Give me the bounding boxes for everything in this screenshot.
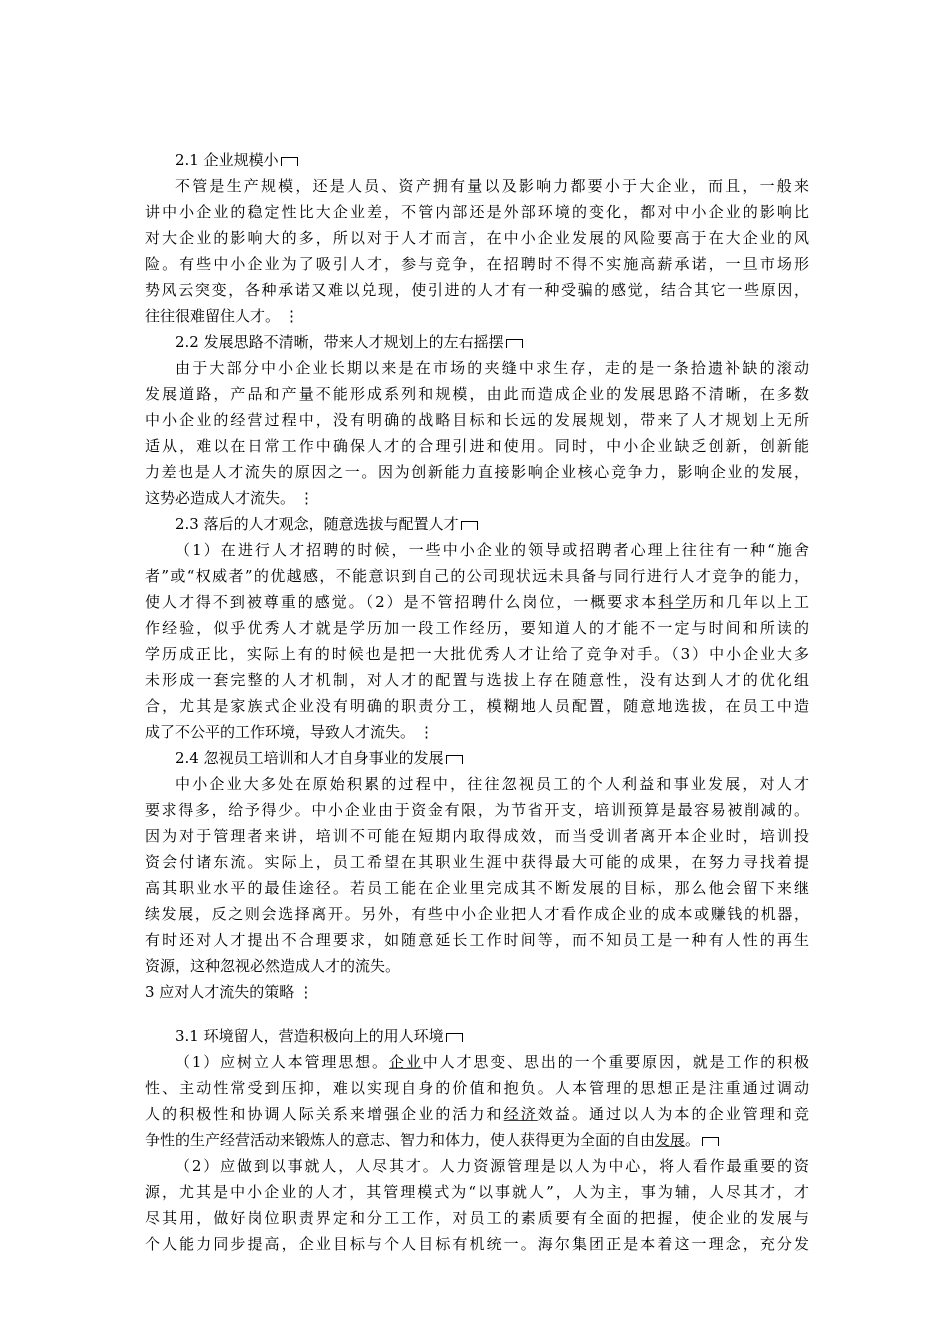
text-line: 资会付诸东流。实际上，员工希望在其职业生涯中获得最大可能的成果，在努力寻找着提 <box>145 853 809 871</box>
text-line: 险。有些中小企业为了吸引人才，参与竞争，在招聘时不得不实施高薪承诺，一旦市场形 <box>145 255 809 273</box>
vertical-ellipsis-icon: ⋮ <box>298 983 314 1001</box>
text-line: 有时还对人才提出不合理要求，如随意延长工作时间等，而不知员工是一种有人性的再生 <box>145 931 809 949</box>
section-heading-3: 3 应对人才流失的策略 ⋮ <box>145 979 809 1005</box>
hyperlink-keyword[interactable]: 企业 <box>388 1053 423 1071</box>
paragraph-mark-icon <box>461 521 478 530</box>
section-heading-3-1: 3.1 环境留人，营造积极向上的用人环境 <box>145 1023 809 1049</box>
text-line: 未形成一套完整的人才机制，对人才的配置与选拔上存在随意性，没有达到人才的优化组 <box>145 671 809 689</box>
text-line: 往往很难留住人才。 ⋮ <box>145 303 809 329</box>
text-line: 由于大部分中小企业长期以来是在市场的夹缝中求生存，走的是一条拾遗补缺的滚动 <box>175 359 809 377</box>
vertical-ellipsis-icon: ⋮ <box>419 723 435 741</box>
text-line: 对大企业的影响大的多，所以对于人才而言，在中小企业发展的风险要高于在大企业的风 <box>145 229 809 247</box>
text-line: 适从，难以在日常工作中确保人才的合理引进和使用。同时，中小企业缺乏创新，创新能 <box>145 437 809 455</box>
document-body <box>145 147 809 1257</box>
paragraph-mark-icon <box>281 157 298 166</box>
text-line: 中小企业的经营过程中，没有明确的战略目标和长远的发展规划，带来了人才规划上无所 <box>145 411 809 429</box>
text-line: 尽其用，做好岗位职责界定和分工工作，对员工的素质要有全面的把握，使企业的发展与 <box>145 1209 809 1227</box>
text-line: 这势必造成人才流失。 ⋮ <box>145 485 809 511</box>
blank-line <box>145 1005 809 1023</box>
hyperlink-keyword[interactable]: 发展 <box>655 1131 686 1149</box>
hyperlink-keyword[interactable]: 经济 <box>503 1105 538 1123</box>
text-line: 者”或“权威者”的优越感，不能意识到自己的公司现状远未具备与同行进行人才竞争的能力， <box>145 567 809 585</box>
text-line: 不管是生产规模，还是人员、资产拥有量以及影响力都要小于大企业，而且，一般来 <box>175 177 809 195</box>
text-line: 因为对于管理者来讲，培训不可能在短期内取得成效，而当受训者离开本企业时，培训投 <box>145 827 809 845</box>
vertical-ellipsis-icon: ⋮ <box>299 489 315 507</box>
text-line: （2）应做到以事就人，人尽其才。人力资源管理是以人为中心，将人看作最重要的资 <box>175 1157 809 1175</box>
text-line: 人的积极性和协调人际关系来增强企业的活力和经济效益。通过以人为本的企业管理和竞 <box>145 1105 809 1123</box>
text-line: 使人才得不到被尊重的感觉。（2）是不管招聘什么岗位，一概要求本科学历和几年以上工 <box>145 593 809 611</box>
text-line: 中小企业大多处在原始积累的过程中，往往忽视员工的个人利益和事业发展，对人才 <box>175 775 809 793</box>
vertical-ellipsis-icon: ⋮ <box>284 307 300 325</box>
text-line: 资源，这种忽视必然造成人才的流失。 <box>145 957 401 975</box>
text-line: 合，尤其是家族式企业没有明确的职责分工，模糊地人员配置，随意地选拔，在员工中造 <box>145 697 809 715</box>
section-heading-2-3: 2.3 落后的人才观念，随意选拔与配置人才 <box>145 511 809 537</box>
text-line: 个人能力同步提高，企业目标与个人目标有机统一。海尔集团正是本着这一理念，充分发 <box>145 1235 809 1253</box>
text-line: 高其职业水平的最佳途径。若员工能在企业里完成其不断发展的目标，那么他会留下来继 <box>145 879 809 897</box>
text-line: 作经验，似乎优秀人才就是学历加一段工作经历，要知道人的才能不一定与时间和所读的 <box>145 619 809 637</box>
text-line: 成了不公平的工作环境，导致人才流失。 ⋮ <box>145 719 809 745</box>
paragraph-mark-icon <box>702 1137 719 1146</box>
text-line: （1）在进行人才招聘的时候，一些中小企业的领导或招聘者心理上往往有一种“施舍 <box>175 541 809 559</box>
section-heading-2-2: 2.2 发展思路不清晰，带来人才规划上的左右摇摆 <box>145 329 809 355</box>
text-line: 源，尤其是中小企业的人才，其管理模式为“以事就人”，人为主，事为辅，人尽其才，才 <box>145 1183 809 1201</box>
text-line: 发展道路，产品和产量不能形成系列和规模，由此而造成企业的发展思路不清晰，在多数 <box>145 385 809 403</box>
paragraph-mark-icon <box>446 755 463 764</box>
text-line: 学历成正比，实际上有的时候也是把一大批优秀人才让给了竞争对手。（3）中小企业大多 <box>145 645 809 663</box>
section-heading-2-4: 2.4 忽视员工培训和人才自身事业的发展 <box>145 745 809 771</box>
section-heading-2-1: 2.1 企业规模小 <box>145 147 809 173</box>
text-line: 要求得多，给予得少。中小企业由于资金有限，为节省开支，培训预算是最容易被削减的。 <box>145 801 809 819</box>
paragraph-mark-icon <box>506 339 523 348</box>
text-line: （1）应树立人本管理思想。企业中人才思变、思出的一个重要原因，就是工作的积极 <box>175 1053 809 1071</box>
paragraph-mark-icon <box>446 1033 463 1042</box>
text-line: 力差也是人才流失的原因之一。因为创新能力直接影响企业核心竞争力，影响企业的发展， <box>145 463 809 481</box>
text-line: 续发展，反之则会选择离开。另外，有些中小企业把人才看作成企业的成本或赚钱的机器， <box>145 905 809 923</box>
hyperlink-keyword[interactable]: 科学 <box>658 593 693 611</box>
text-line: 性、主动性常受到压抑，难以实现自身的价值和抱负。人本管理的思想正是注重通过调动 <box>145 1079 809 1097</box>
text-line: 争性的生产经营活动来锻炼人的意志、智力和体力，使人获得更为全面的自由发展。 <box>145 1127 809 1153</box>
text-line: 讲中小企业的稳定性比大企业差，不管内部还是外部环境的变化，都对中小企业的影响比 <box>145 203 809 221</box>
text-line: 势风云突变，各种承诺又难以兑现，使引进的人才有一种受骗的感觉，结合其它一些原因， <box>145 281 809 299</box>
